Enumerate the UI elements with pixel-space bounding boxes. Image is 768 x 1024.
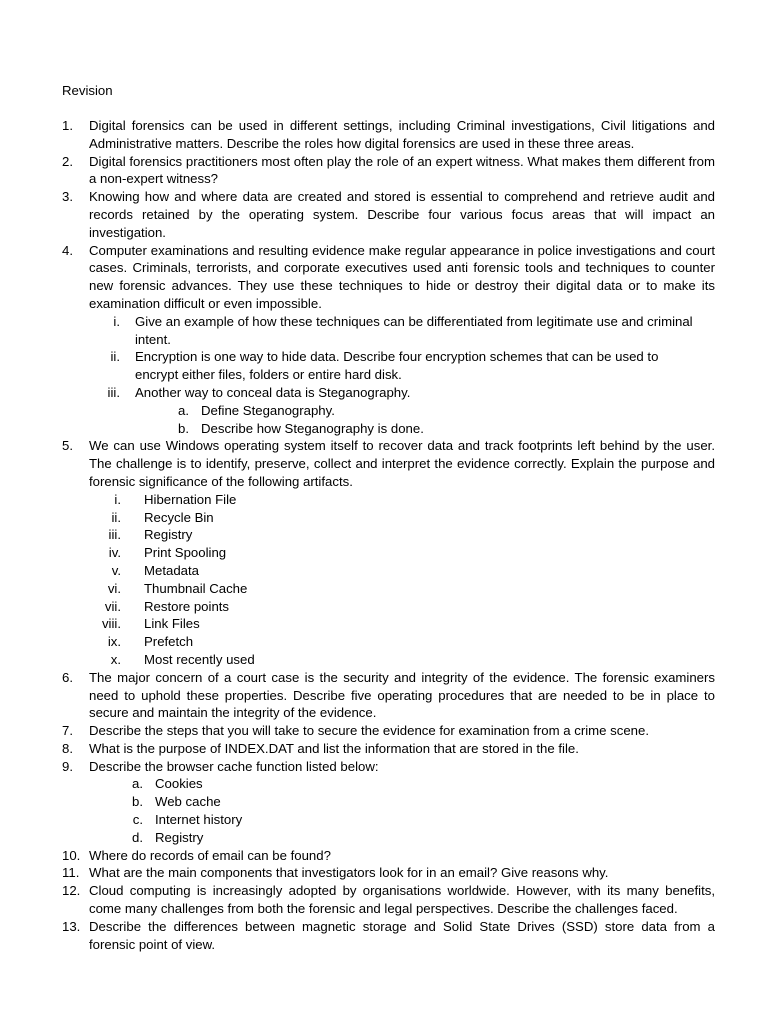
cache-item-text: Web cache	[155, 794, 221, 810]
sub-item-4-iii	[62, 384, 715, 402]
artifact-item	[62, 615, 715, 633]
question-text: We can use Windows operating system itself to recover data and track footprints left behind by the user. The challenge is to identify, preserve, collect and interpret the evidence correctly. Explain the purpose and forensic significance of the following artifacts.	[89, 438, 715, 489]
question-6	[62, 669, 715, 722]
artifact-number: iii.	[108, 527, 121, 543]
artifact-text: Print Spooling	[144, 545, 227, 561]
cache-item-text: Registry	[155, 829, 204, 845]
question-number: 11.	[62, 865, 80, 881]
question-10	[62, 847, 715, 865]
question-7	[62, 722, 715, 740]
artifact-text: Most recently used	[144, 651, 255, 667]
cache-item	[62, 775, 715, 793]
question-13	[62, 918, 715, 954]
question-text: Cloud computing is increasingly adopted by organisations worldwide. However, with its many benefits, come many challenges from both the forensic and legal perspectives. Describe the challenges faced.	[89, 883, 715, 917]
question-number: 12.	[62, 883, 81, 899]
sub-sub-item-letter: b.	[178, 420, 189, 436]
artifact-number: v.	[111, 562, 121, 578]
question-text: Where do records of email can be found?	[89, 847, 331, 863]
question-number: 7.	[62, 723, 73, 739]
sub-item-4-ii	[62, 348, 705, 384]
artifact-text: Link Files	[144, 616, 200, 632]
question-text: Describe the browser cache function listed below:	[89, 758, 379, 774]
question-text: Digital forensics practitioners most often play the role of an expert witness. What makes them different from a non-expert witness?	[89, 153, 715, 187]
sub-item-number: i.	[113, 313, 120, 329]
cache-item-letter: b.	[132, 794, 143, 810]
artifact-number: iv.	[108, 545, 121, 561]
question-2	[62, 153, 715, 189]
question-number: 3.	[62, 189, 73, 205]
question-text: The major concern of a court case is the security and integrity of the evidence. The forensic examiners need to uphold these properties. Describe five operating procedures that are needed to be in place to secure and maintain the integrity of the evidence.	[89, 669, 715, 721]
question-5	[62, 437, 715, 490]
question-8	[62, 740, 715, 758]
question-4	[62, 242, 715, 313]
cache-item-letter: a.	[132, 776, 143, 792]
artifact-text: Recycle Bin	[144, 509, 214, 525]
artifact-text: Metadata	[144, 562, 199, 578]
artifact-item	[62, 509, 715, 527]
artifact-item	[62, 651, 715, 669]
artifact-number: ix.	[107, 634, 121, 650]
question-3	[62, 188, 715, 241]
question-number: 8.	[62, 740, 73, 756]
sub-sub-item-4-a	[62, 402, 715, 420]
artifact-text: Prefetch	[144, 634, 194, 650]
artifact-number: i.	[114, 491, 121, 507]
sub-sub-item-letter: a.	[178, 402, 189, 418]
sub-sub-item-text: Define Steganography.	[201, 402, 335, 418]
artifact-item	[62, 491, 715, 509]
question-number: 13.	[62, 918, 81, 934]
cache-item-letter: c.	[132, 812, 143, 828]
sub-item-text: Encryption is one way to hide data. Describe four encryption schemes that can be used to encrypt either files, folders or entire hard disk.	[135, 349, 659, 383]
question-12	[62, 882, 715, 918]
artifact-number: vii.	[104, 598, 121, 614]
cache-item-text: Internet history	[155, 812, 243, 828]
question-text: Digital forensics can be used in different settings, including Criminal investigations, Civil litigations and Administrative matters. Describe the roles how digital forensics are used in these three areas.	[89, 118, 715, 151]
cache-item-letter: d.	[132, 829, 143, 845]
artifact-number: vi.	[107, 580, 121, 596]
sub-item-text: Give an example of how these techniques can be differentiated from legitimate use and criminal intent.	[135, 313, 693, 347]
artifact-item	[62, 526, 715, 544]
question-text: What is the purpose of INDEX.DAT and list the information that are stored in the file.	[89, 740, 579, 756]
question-11	[62, 864, 715, 882]
question-text: Computer examinations and resulting evidence make regular appearance in police investigations and court cases. Criminals, terrorists, and corporate executives used anti forensic tools and techniques to counter new forensic advances. They use these techniques to hide or destroy their digital data or to make its examination difficult or even impossible.	[89, 242, 715, 311]
question-text: What are the main components that investigators look for in an email? Give reasons why.	[89, 865, 609, 881]
question-number: 4.	[62, 242, 73, 258]
sub-item-4-i	[62, 313, 695, 349]
question-number: 1.	[62, 118, 73, 133]
cache-item	[62, 829, 715, 847]
sub-item-number: ii.	[110, 349, 120, 365]
question-number: 10.	[62, 847, 81, 863]
question-text: Knowing how and where data are created and stored is essential to comprehend and retrieve audit and records retained by the operating system. Describe four various focus areas that will impact an investigation.	[89, 189, 715, 240]
question-list	[62, 117, 715, 953]
artifact-number: ii.	[111, 509, 121, 525]
artifact-item	[62, 580, 715, 598]
artifact-item	[62, 633, 715, 651]
sub-sub-item-text: Describe how Steganography is done.	[201, 420, 424, 436]
cache-item-text: Cookies	[155, 776, 203, 792]
question-number: 6.	[62, 669, 73, 685]
question-number: 2.	[62, 153, 73, 169]
sub-sub-item-4-b	[62, 420, 715, 438]
question-number: 5.	[62, 438, 73, 454]
sub-item-text: Another way to conceal data is Steganography.	[135, 384, 411, 400]
question-text: Describe the steps that you will take to secure the evidence for examination from a crime scene.	[89, 723, 650, 739]
artifact-text: Registry	[144, 527, 193, 543]
artifact-number: viii.	[101, 616, 121, 632]
artifact-item	[62, 562, 715, 580]
cache-item	[62, 793, 715, 811]
artifact-item	[62, 598, 715, 616]
artifact-number: x.	[110, 651, 121, 667]
cache-item	[62, 811, 715, 829]
document-title: Revision	[62, 83, 113, 98]
artifact-text: Hibernation File	[144, 491, 237, 507]
sub-item-number: iii.	[107, 384, 120, 400]
artifact-text: Restore points	[144, 598, 230, 614]
artifact-item	[62, 544, 715, 562]
question-1	[62, 117, 715, 153]
artifact-text: Thumbnail Cache	[144, 580, 248, 596]
question-number: 9.	[62, 758, 73, 774]
question-text: Describe the differences between magnetic storage and Solid State Drives (SSD) store data from a forensic point of view.	[89, 918, 715, 952]
question-9	[62, 758, 715, 776]
